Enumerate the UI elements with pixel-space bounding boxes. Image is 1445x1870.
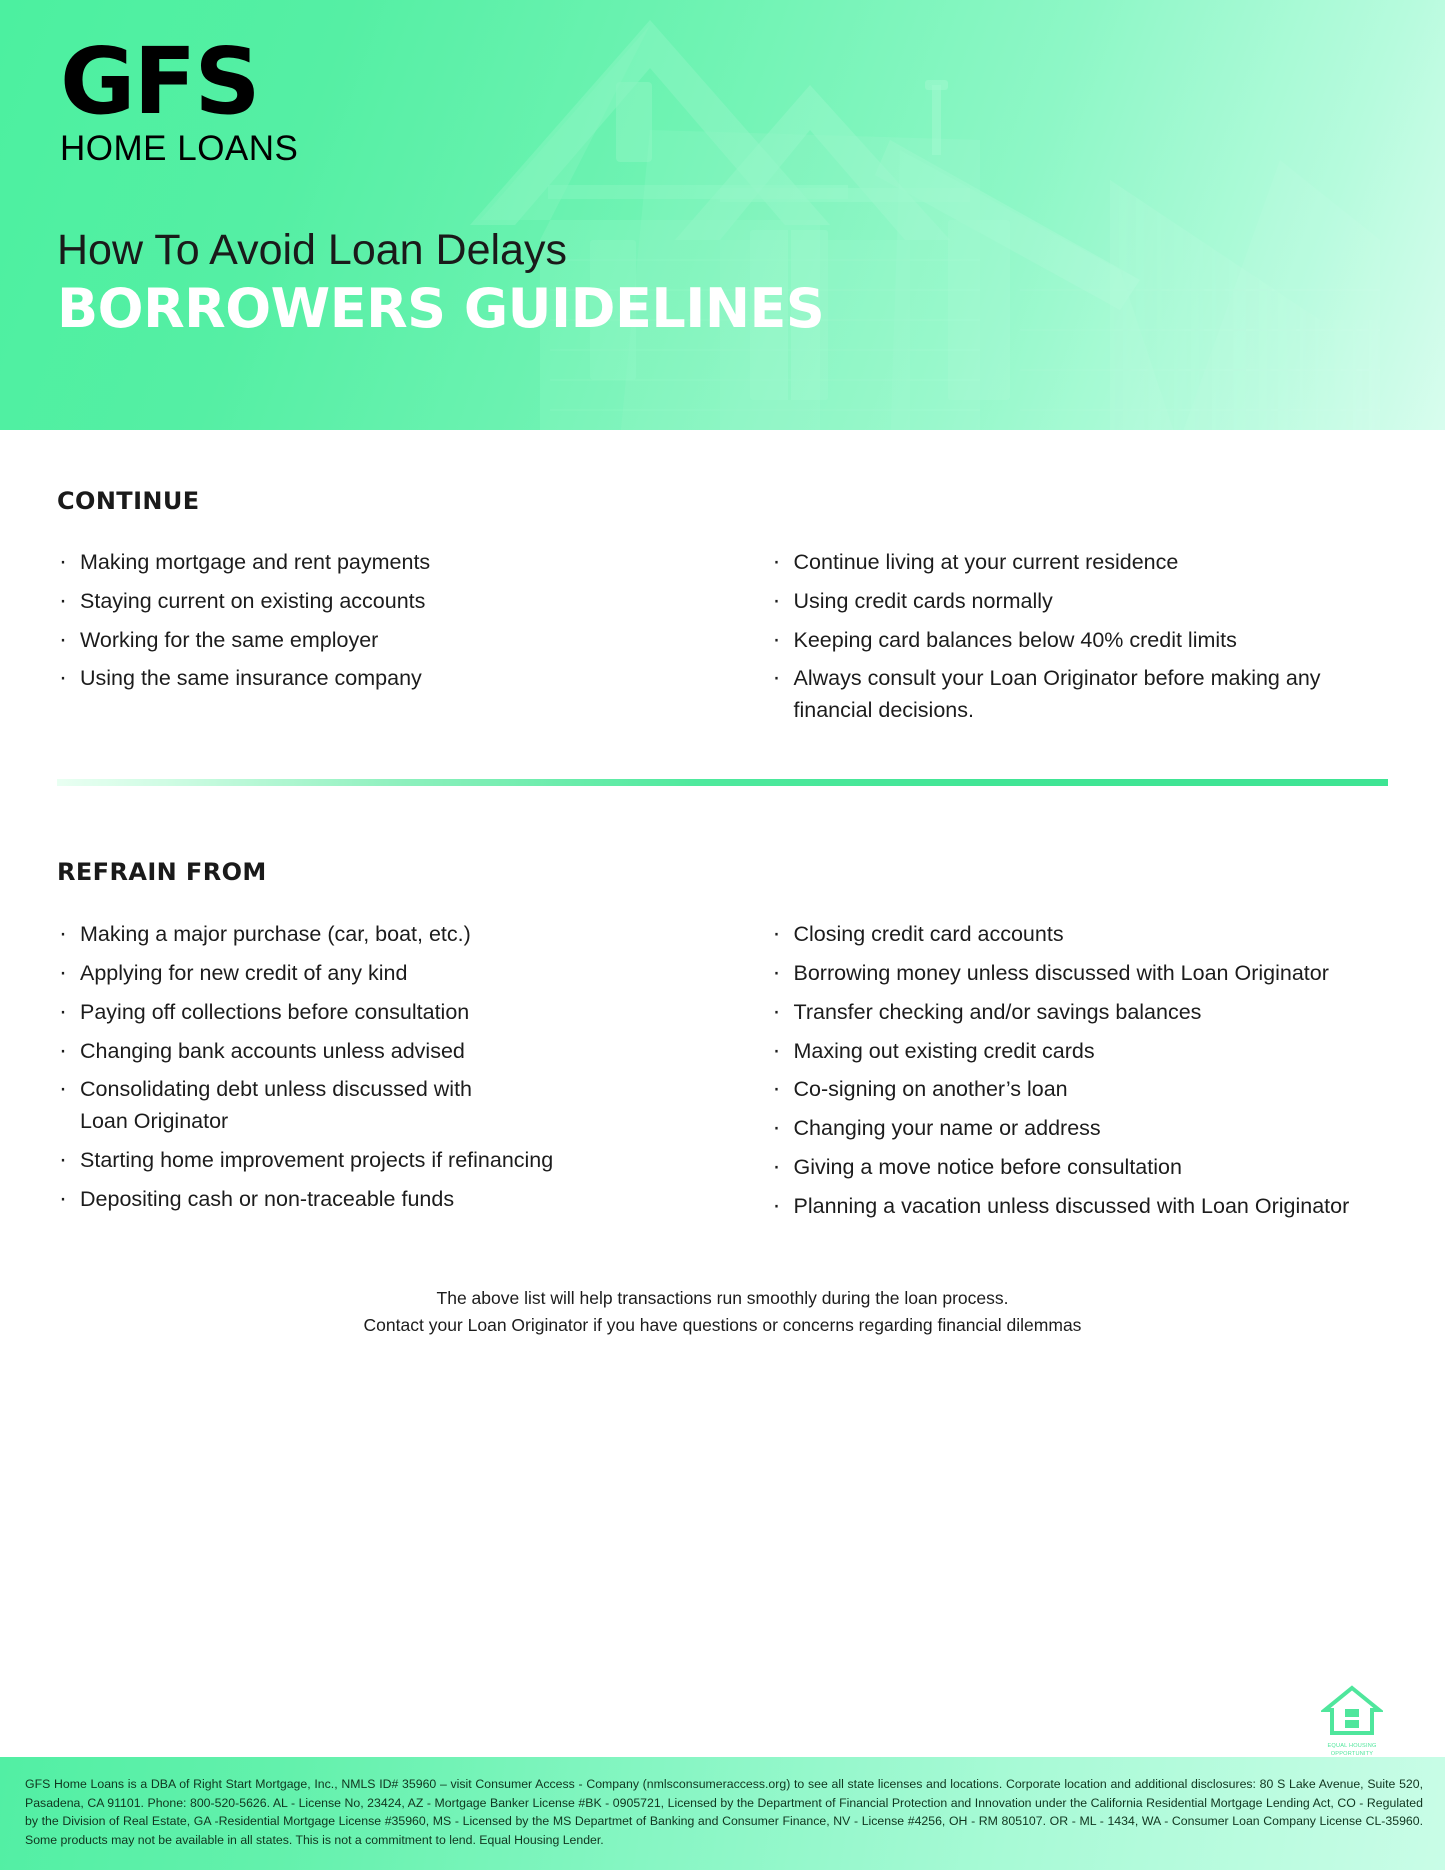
- closing-note: [57, 1285, 1388, 1339]
- list-item: · Changing your name or address: [771, 1113, 1389, 1145]
- list-item: · Closing credit card accounts: [771, 919, 1389, 951]
- refrain-columns: [57, 919, 1388, 1230]
- list-item: · Staying current on existing accounts: [57, 586, 723, 618]
- list-item: · Borrowing money unless discussed with Loan Originator: [771, 958, 1389, 990]
- refrain-column-right: [723, 919, 1389, 1230]
- list-item: · Giving a move notice before consultation: [771, 1152, 1389, 1184]
- equal-housing-logo: [1321, 1685, 1383, 1758]
- list-item: · Transfer checking and/or savings balances: [771, 997, 1389, 1029]
- closing-line-2: Contact your Loan Originator if you have questions or concerns regarding financial dilemmas: [363, 1314, 1082, 1335]
- continue-column-right: [723, 547, 1389, 734]
- house-illustration-icon: [420, 0, 1380, 430]
- continue-heading: CONTINUE: [57, 487, 200, 515]
- brand-logo: [60, 28, 299, 169]
- footer-disclaimer: GFS Home Loans is a DBA of Right Start Mortgage, Inc., NMLS ID# 35960 – visit Consumer Access - Company (nmlsconsumeraccess.org) to see all state licenses and locations. Corporate location and additional disclosures: 80 S Lake Avenue, Suite 520, Pasadena, CA 91101. Phone: 800-520-5626. AL - License No, 23424, AZ - Mortgage Banker License #BK - 0905721, Licensed by the Department of Financial Protection and Innovation under the California Residential Mortgage Lending Act, CO - Regulated by the Division of Real Estate, GA -Residential Mortgage License #35960, MS - Licensed by the MS Departmet of Banking and Consumer Finance, NV - License #4256, OH - RM 805107. OR - ML - 1434, WA - Consumer Loan Company License CL-35960. Some products may not be available in all states. This is not a commitment to lend. Equal Housing Lender.: [25, 1777, 1423, 1848]
- logo-secondary-text: HOME LOANS: [60, 128, 299, 168]
- list-item: · Always consult your Loan Originator before making any financial decisions.: [771, 663, 1389, 727]
- logo-primary-text: GFS: [60, 28, 259, 135]
- continue-list-left: [57, 547, 723, 695]
- page-footer: [0, 1757, 1445, 1870]
- refrain-heading: REFRAIN FROM: [57, 858, 267, 887]
- list-item: · Paying off collections before consultation: [57, 997, 723, 1029]
- list-item: · Starting home improvement projects if refinancing: [57, 1145, 723, 1177]
- eho-line-1: EQUAL HOUSING: [1327, 1743, 1377, 1750]
- closing-line-1: The above list will help transactions run smoothly during the loan process.: [436, 1287, 1009, 1308]
- continue-columns: [57, 547, 1388, 734]
- continue-list-right: [771, 547, 1389, 727]
- list-item: · Working for the same employer: [57, 625, 723, 657]
- list-item: · Continue living at your current residence: [771, 547, 1389, 579]
- list-item: · Maxing out existing credit cards: [771, 1036, 1389, 1068]
- list-item: · Co-signing on another’s loan: [771, 1074, 1389, 1106]
- list-item: · Using the same insurance company: [57, 663, 723, 695]
- refrain-list-left: [57, 919, 723, 1216]
- main-content: [0, 430, 1445, 1339]
- page-header: [0, 0, 1445, 430]
- continue-column-left: [57, 547, 723, 734]
- refrain-list-right: [771, 919, 1389, 1223]
- list-item: · Using credit cards normally: [771, 586, 1389, 618]
- header-titles: [57, 228, 824, 340]
- page-title: BORROWERS GUIDELINES: [57, 277, 825, 341]
- list-item: · Planning a vacation unless discussed with Loan Originator: [771, 1191, 1389, 1223]
- equal-housing-icon: [1321, 1685, 1383, 1737]
- list-item: · Making a major purchase (car, boat, etc.): [57, 919, 723, 951]
- refrain-column-left: [57, 919, 723, 1230]
- list-item: · Making mortgage and rent payments: [57, 547, 723, 579]
- list-item: · Applying for new credit of any kind: [57, 958, 723, 990]
- list-item: · Changing bank accounts unless advised: [57, 1036, 723, 1068]
- list-item: · Keeping card balances below 40% credit limits: [771, 625, 1389, 657]
- section-divider: [57, 779, 1388, 786]
- list-item: · Depositing cash or non-traceable funds: [57, 1184, 723, 1216]
- list-item: · Consolidating debt unless discussed with Loan Originator: [57, 1074, 497, 1138]
- page-subtitle: How To Avoid Loan Delays: [57, 226, 567, 274]
- eho-line-2: OPPORTUNITY: [1330, 1751, 1374, 1758]
